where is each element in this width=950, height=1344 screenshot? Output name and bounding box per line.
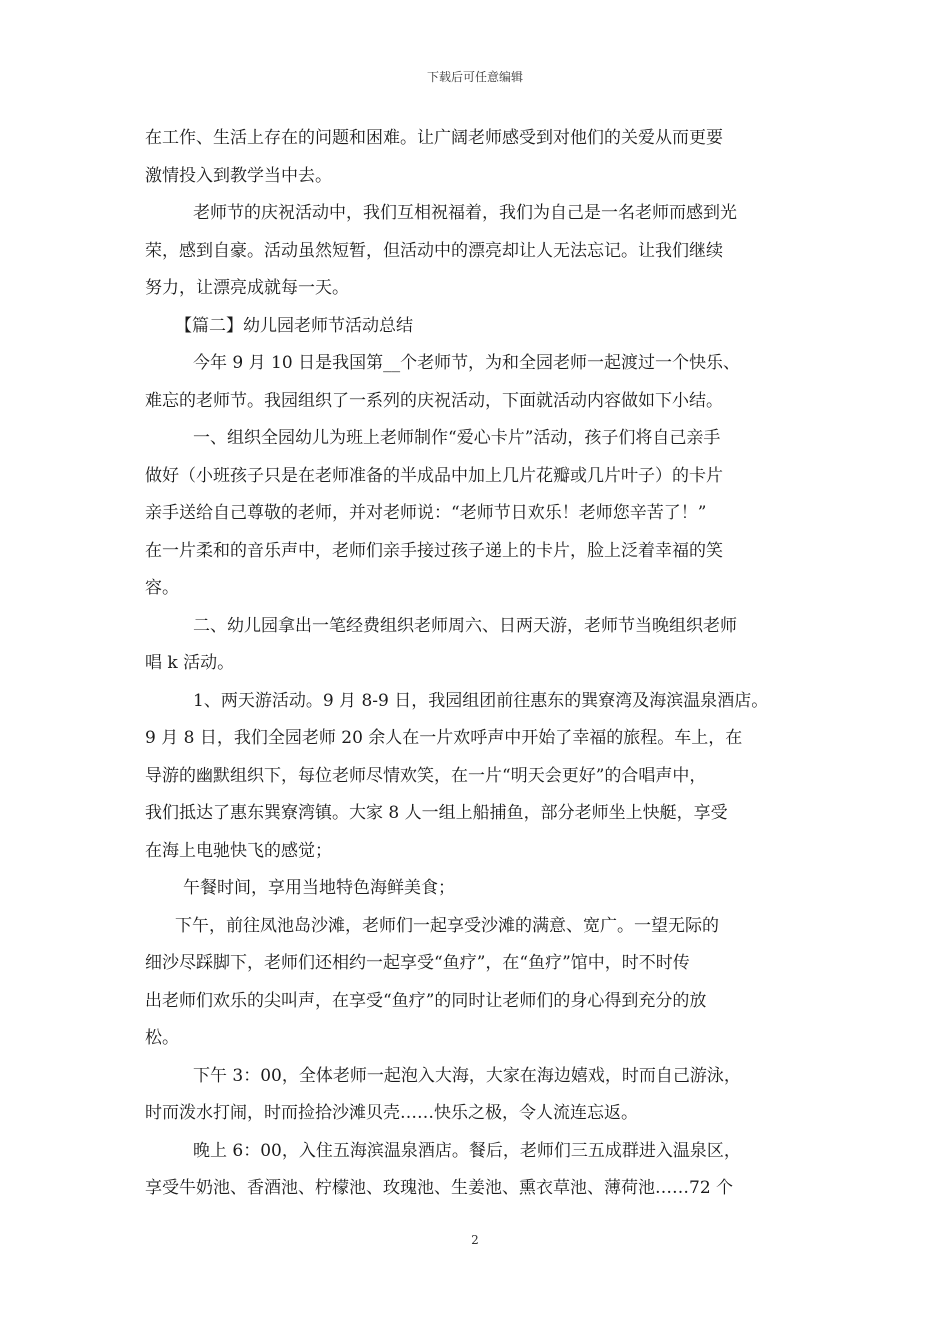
- text-line: 今年 9 月 10 日是我国第__个老师节，为和全园老师一起渡过一个快乐、: [193, 353, 741, 373]
- text-line: 1、两天游活动。9 月 8-9 日，我园组团前往惠东的巽寮湾及海滨温泉酒店。: [193, 690, 769, 711]
- paragraph: [145, 1058, 810, 1133]
- text-line: 唱 k 活动。: [145, 653, 235, 673]
- text-line: 在海上电驰快飞的感觉；: [145, 840, 332, 861]
- text-line: 激情投入到教学当中去。: [145, 165, 332, 186]
- text-line: 二、幼儿园拿出一笔经费组织老师周六、日两天游，老师节当晚组织老师: [193, 615, 737, 636]
- text-line: 下午，前往凤池岛沙滩，老师们一起享受沙滩的满意、宽广。一望无际的: [175, 915, 719, 936]
- text-line: 难忘的老师节。我园组织了一系列的庆祝活动，下面就活动内容做如下小结。: [145, 390, 723, 411]
- text-line: 做好（小班孩子只是在老师准备的半成品中加上几片花瓣或几片叶子）的卡片: [145, 465, 723, 486]
- text-line: 【篇二】幼儿园老师节活动总结: [175, 315, 413, 336]
- text-line: 享受牛奶池、香酒池、柠檬池、玫瑰池、生姜池、熏衣草池、薄荷池……72 个: [145, 1178, 734, 1198]
- page-number: 2: [471, 1233, 479, 1247]
- paragraph: [145, 420, 810, 608]
- text-line: 松。: [145, 1028, 179, 1048]
- document-body: [145, 120, 810, 1208]
- text-line: 荣，感到自豪。活动虽然短暂，但活动中的漂亮却让人无法忘记。让我们继续: [145, 240, 723, 261]
- paragraph: [145, 120, 810, 195]
- page-header: 下载后可任意编辑: [426, 70, 523, 84]
- paragraph: [145, 308, 810, 346]
- paragraph: [145, 908, 810, 1058]
- text-line: 努力，让漂亮成就每一天。: [145, 278, 349, 298]
- text-line: 一、组织全园幼儿为班上老师制作“爱心卡片”活动，孩子们将自己亲手: [193, 428, 721, 448]
- text-line: 在一片柔和的音乐声中，老师们亲手接过孩子递上的卡片，脸上泛着幸福的笑: [145, 540, 723, 561]
- text-line: 下午 3：00，全体老师一起泡入大海，大家在海边嬉戏，时而自己游泳，: [193, 1065, 741, 1086]
- paragraph: [145, 345, 810, 420]
- text-line: 导游的幽默组织下，每位老师尽情欢笑，在一片“明天会更好”的合唱声中，: [145, 765, 707, 786]
- text-line: 午餐时间，享用当地特色海鲜美食；: [183, 878, 455, 898]
- paragraph: [145, 683, 810, 871]
- paragraph: [145, 1133, 810, 1208]
- text-line: 时而泼水打闹，时而捡拾沙滩贝壳……快乐之极，令人流连忘返。: [145, 1103, 638, 1123]
- paragraph: [145, 608, 810, 683]
- text-line: 9 月 8 日，我们全园老师 20 余人在一片欢呼声中开始了幸福的旅程。车上，在: [145, 728, 743, 748]
- text-line: 我们抵达了惠东巽寮湾镇。大家 8 人一组上船捕鱼，部分老师坐上快艇，享受: [145, 803, 728, 823]
- text-line: 老师节的庆祝活动中，我们互相祝福着，我们为自己是一名老师而感到光: [193, 203, 737, 223]
- text-line: 细沙尽踩脚下，老师们还相约一起享受“鱼疗”，在“鱼疗”馆中，时不时传: [145, 953, 690, 973]
- text-line: 晚上 6：00，入住五海滨温泉酒店。餐后，老师们三五成群进入温泉区，: [193, 1140, 741, 1161]
- paragraph: [145, 870, 810, 908]
- text-line: 出老师们欢乐的尖叫声，在享受“鱼疗”的同时让老师们的身心得到充分的放: [145, 990, 707, 1011]
- paragraph: [145, 195, 810, 308]
- text-line: 在工作、生活上存在的问题和困难。让广阔老师感受到对他们的关爱从而更要: [145, 128, 723, 148]
- text-line: 容。: [145, 578, 179, 598]
- text-line: 亲手送给自己尊敬的老师，并对老师说：“老师节日欢乐！老师您辛苦了！”: [145, 503, 707, 523]
